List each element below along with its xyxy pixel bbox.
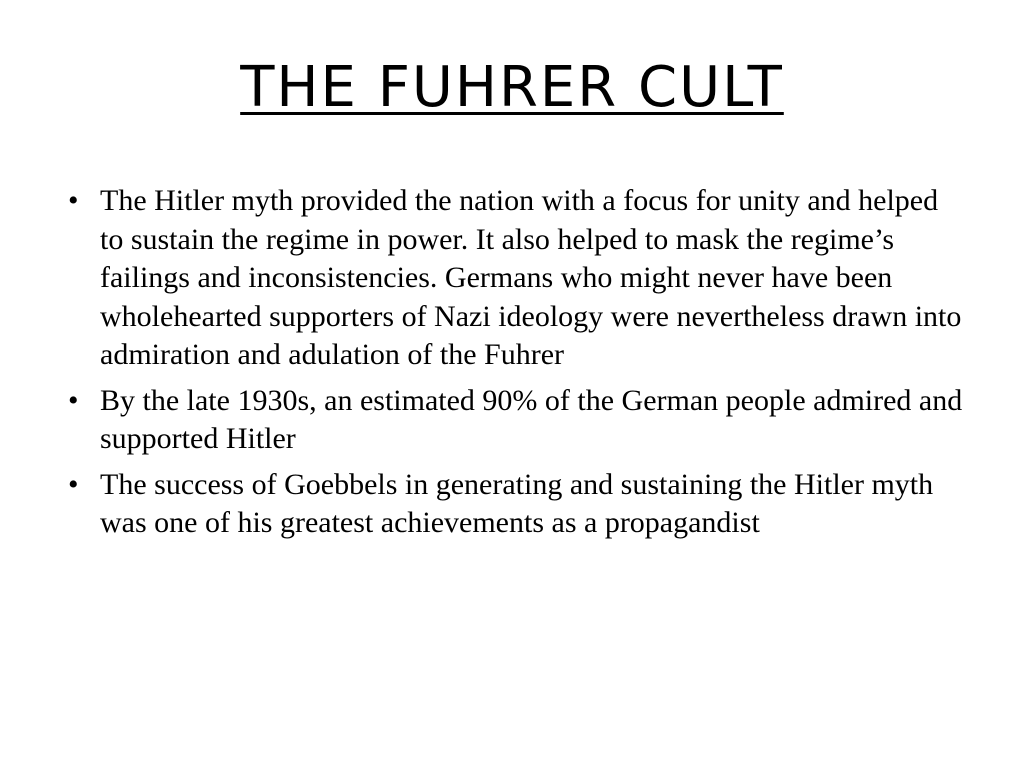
bullet-text: The success of Goebbels in generating and sustaining the Hitler myth was one of his greatest achievements as a propagandist <box>100 467 934 539</box>
bullet-text: By the late 1930s, an estimated 90% of the German people admired and supported Hitler <box>100 383 963 455</box>
bullet-marker: • <box>68 383 79 417</box>
bullet-text: The Hitler myth provided the nation with a focus for unity and helped to sustain the regime in power. It also helped to mask the regime’s failings and inconsistencies. Germans who might never have been wholehearted supporters of Nazi ideology were nevertheless drawn into admiration and adulation of the Fuhrer <box>100 184 962 371</box>
bullet-marker: • <box>68 467 79 501</box>
bullet-list <box>68 182 968 550</box>
slide-title <box>0 52 1024 124</box>
bullet-marker: • <box>68 184 79 217</box>
bullet-item <box>68 382 968 459</box>
bullet-item <box>68 182 968 375</box>
slide-title-text: THE FUHRER CULT <box>240 55 784 120</box>
bullet-item <box>68 466 968 543</box>
